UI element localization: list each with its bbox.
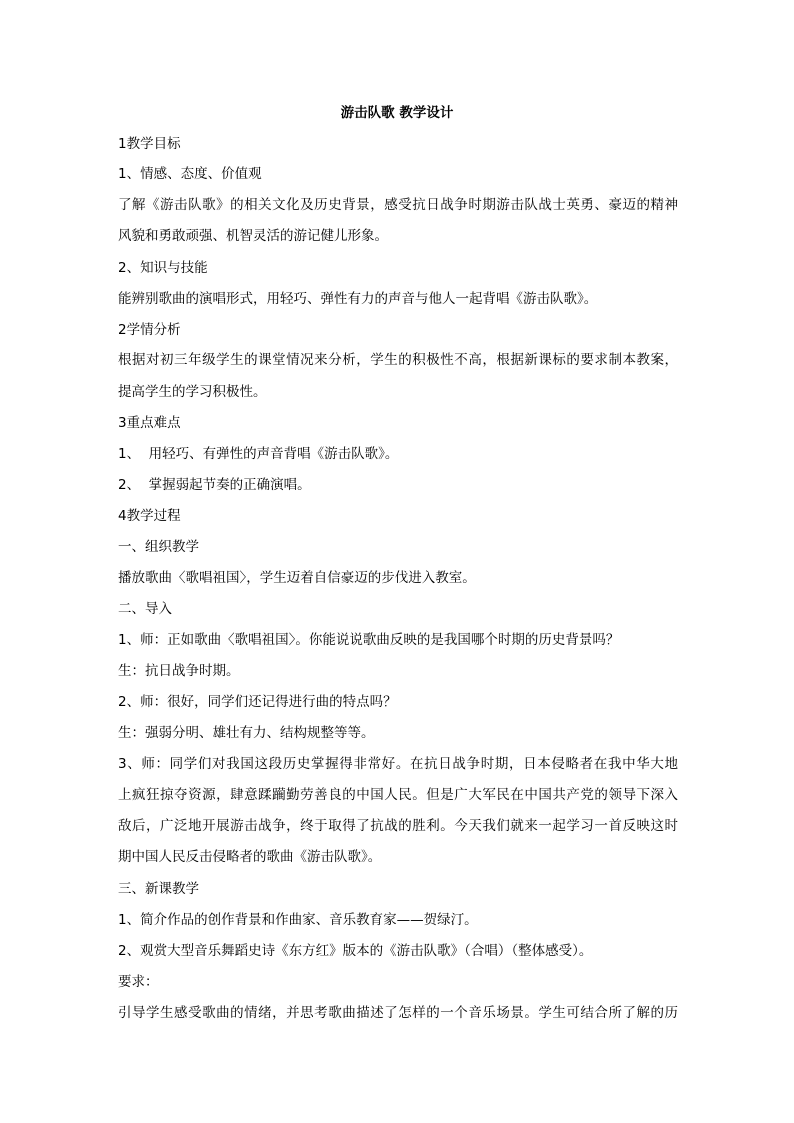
paragraph-line: 生：抗日战争时期。 <box>118 663 240 679</box>
subheading-introduction: 二、导入 <box>118 601 172 617</box>
section-heading-process: 4教学过程 <box>118 508 181 524</box>
paragraph-line: 引导学生感受歌曲的情绪，并思考歌曲描述了怎样的一个音乐场景。学生可结合所了解的历 <box>118 1005 678 1021</box>
paragraph-line: 要求： <box>118 974 159 990</box>
paragraph-line: 提高学生的学习积极性。 <box>118 384 267 400</box>
subheading-new-lesson: 三、新课教学 <box>118 881 199 897</box>
paragraph-line: 敌后，广泛地开展游击战争，终于取得了抗战的胜利。今天我们就来一起学习一首反映这时 <box>118 818 678 834</box>
list-item: 2、 掌握弱起节奏的正确演唱。 <box>118 477 311 493</box>
paragraph-line: 1、师：正如歌曲〈歌唱祖国〉。你能说说歌曲反映的是我国哪个时期的历史背景吗？ <box>118 632 620 648</box>
paragraph-line: 3、师：同学们对我国这段历史掌握得非常好。在抗日战争时期，日本侵略者在我中华大地 <box>118 756 678 772</box>
section-heading-objectives: 1教学目标 <box>118 136 181 152</box>
paragraph-line: 播放歌曲〈歌唱祖国〉，学生迈着自信豪迈的步伐进入教室。 <box>118 570 476 586</box>
section-heading-analysis: 2学情分析 <box>118 322 181 338</box>
section-heading-key-points: 3重点难点 <box>118 415 181 431</box>
subheading-skills: 2、知识与技能 <box>118 260 208 276</box>
paragraph-line: 2、师：很好，同学们还记得进行曲的特点吗？ <box>118 694 397 710</box>
paragraph-line: 能辨别歌曲的演唱形式，用轻巧、弹性有力的声音与他人一起背唱《游击队歌》。 <box>118 291 598 307</box>
paragraph-line: 期中国人民反击侵略者的歌曲《游击队歌》。 <box>118 849 382 865</box>
paragraph-line: 1、简介作品的创作背景和作曲家、音乐教育家——贺绿汀。 <box>118 912 478 928</box>
list-item: 1、 用轻巧、有弹性的声音背唱《游击队歌》。 <box>118 446 399 462</box>
paragraph-line: 风貌和勇敢顽强、机智灵活的游记健儿形象。 <box>118 228 388 244</box>
paragraph-line: 上疯狂掠夺资源，肆意蹂躏勤劳善良的中国人民。但是广大军民在中国共产党的领导下深入 <box>118 787 678 803</box>
paragraph-line: 根据对初三年级学生的课堂情况来分析，学生的积极性不高，根据新课标的要求制本教案， <box>118 352 678 368</box>
subheading-emotion: 1、情感、态度、价值观 <box>118 166 262 182</box>
subheading-organize: 一、组织教学 <box>118 539 199 555</box>
paragraph-line: 了解《游击队歌》的相关文化及历史背景，感受抗日战争时期游击队战士英勇、豪迈的精神 <box>118 197 678 213</box>
page-title: 游击队歌 教学设计 <box>340 105 454 121</box>
paragraph-line: 生：强弱分明、雄壮有力、结构规整等等。 <box>118 725 375 741</box>
paragraph-line: 2、观赏大型音乐舞蹈史诗《东方红》版本的《游击队歌》（合唱）（整体感受）。 <box>118 943 593 959</box>
